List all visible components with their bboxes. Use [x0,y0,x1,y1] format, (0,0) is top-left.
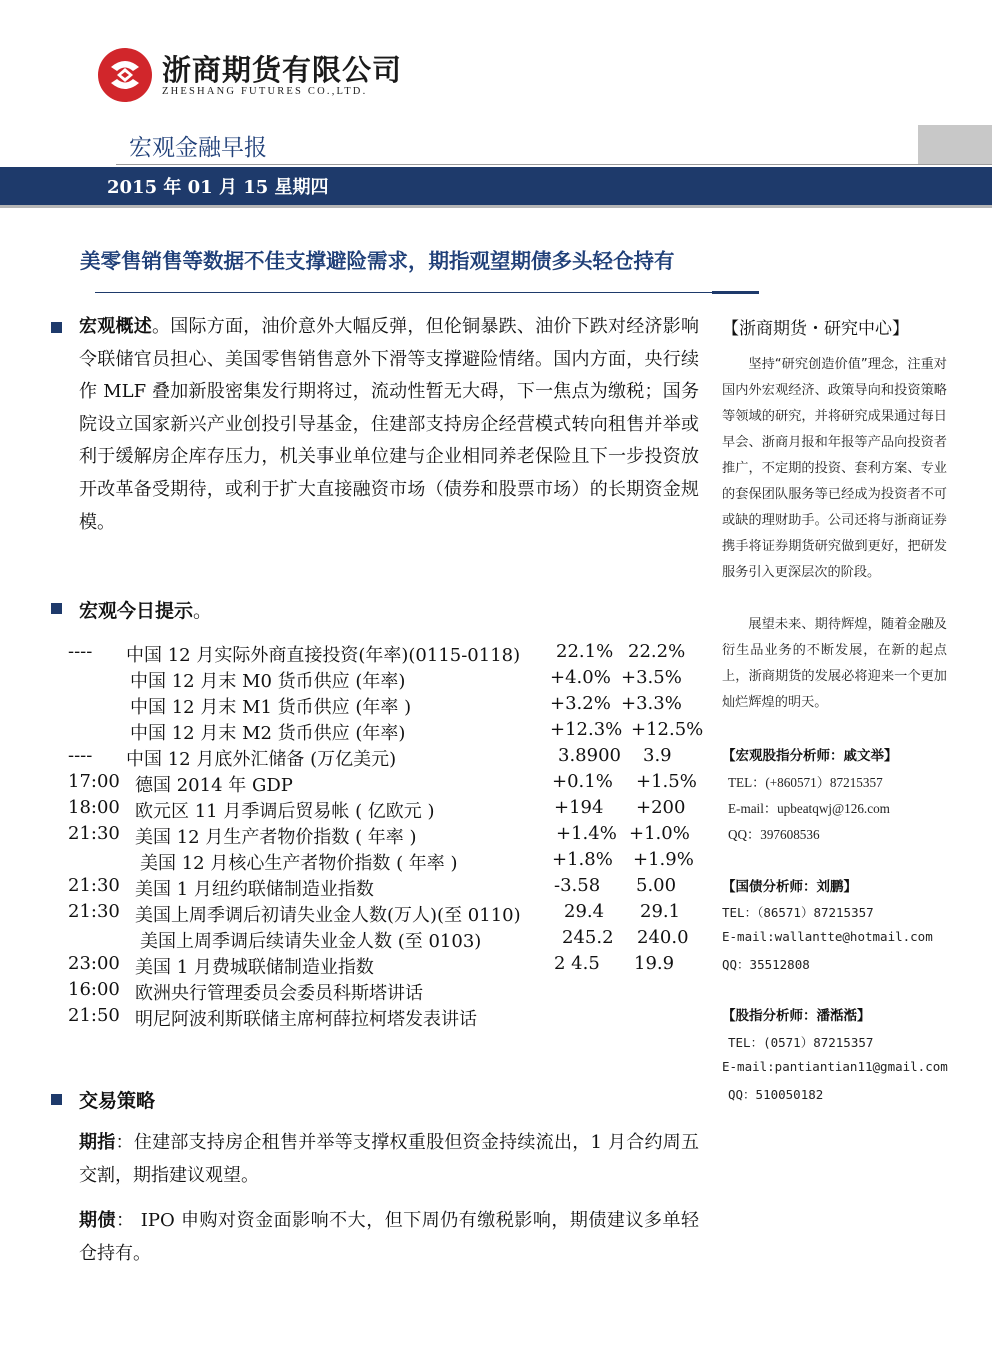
headline: 美零售销售等数据不佳支撑避险需求，期指观望期债多头轻仓持有 [80,249,675,273]
calendar-event: 明尼阿波利斯联储主席柯薛拉柯塔发表讲话 [135,1009,477,1030]
analyst-qq: QQ：510050182 [728,1087,824,1102]
overview-text: 。国际方面，油价意外大幅反弹，但伦铜暴跌、油价下跌对经济影响令联储官员担心、美国零售销售意外下滑等支撑避险情绪。国内方面，央行续作 MLF 叠加新股密集发行期将过，流动性暂无大碍，下一焦点为缴税；国务院设立国家新兴产业创投引导基金，住建部支持房企经营模式转向租售并举或利于缓解房企库存压力，机关事业单位建与企业相同养老保险且下一步投资放开改革备受期待，或利于扩大直接融资市场（债券和股票市场）的长期资金规模。 [79,316,700,533]
calendar-previous: 3.8900 [558,745,621,766]
analyst-tel: TEL：(+860571）87215357 [728,775,883,790]
report-date: 2015 年 01 月 15 星期四 [107,177,329,198]
calendar-event: 美国 12 月核心生产者物价指数 ( 年率 ) [140,853,458,874]
calendar-event: 中国 12 月实际外商直接投资(年率)(0115-0118) [126,645,521,666]
strategy-section-title: 交易策略 [79,1090,156,1112]
header-gray-block [918,125,992,164]
calendar-event: 中国 12 月末 M1 货币供应 (年率 ) [130,697,412,718]
analyst-qq: QQ：397608536 [728,827,820,842]
analyst-email-link[interactable]: E-mail：upbeatqwj@126.com [728,801,890,816]
calendar-previous: +194 [554,797,604,818]
calendar-event: 美国上周季调后续请失业金人数 (至 0103) [140,931,482,952]
strategy-item-index [79,1127,699,1192]
overview-label: 宏观概述 [79,316,152,337]
overview-paragraph [79,311,699,539]
calendar-time: 21:50 [68,1005,120,1026]
analyst-heading-bond: 【国债分析师：刘鹏】 [722,879,857,895]
calendar-time: 21:30 [68,901,120,922]
calendar-time: ---- [68,641,93,662]
headline-rule-accent [712,291,759,294]
calendar-expected: 3.9 [643,745,672,766]
calendar-previous: +12.3% [550,719,623,740]
calendar-time: 21:30 [68,823,120,844]
header-divider [116,164,992,165]
calendar-expected: 5.00 [636,875,677,896]
calendar-time: 18:00 [68,797,120,818]
calendar-previous: -3.58 [554,875,601,896]
analyst-email-link[interactable]: E-mail:wallantte@hotmail.com [722,929,933,944]
calendar-expected: +1.9% [633,849,694,870]
calendar-expected: +1.5% [636,771,697,792]
sidebar-outlook: 展望未来、期待辉煌，随着金融及衍生品业务的不断发展，在新的起点上，浙商期货的发展必将迎来一个更加灿烂辉煌的明天。 [722,617,947,710]
company-logo-icon [97,47,153,103]
company-name: 浙商期货有限公司 [162,53,403,87]
calendar-previous: +1.4% [556,823,617,844]
calendar-previous: +1.8% [552,849,613,870]
calendar-previous: 22.1% [556,641,614,662]
headline-rule [95,292,712,293]
calendar-previous: +0.1% [552,771,613,792]
sidebar-title: 【浙商期货・研究中心】 [722,319,909,339]
calendar-expected: +3.5% [621,667,682,688]
calendar-expected: +200 [636,797,686,818]
calendar-time: ---- [68,745,93,766]
strategy-index-label: 期指 [79,1132,116,1153]
calendar-event: 欧元区 11 月季调后贸易帐 ( 亿欧元 ) [135,801,435,822]
calendar-event: 美国上周季调后初请失业金人数(万人)(至 0110) [135,905,521,926]
today-label-suffix: 。 [193,600,213,622]
strategy-bond-text: ： IPO 申购对资金面影响不大，但下周仍有缴税影响，期债建议多单轻仓持有。 [79,1210,700,1264]
sidebar-intro: 坚持“研究创造价值”理念，注重对国内外宏观经济、政策导向和投资策略等领域的研究，并将研究成果通过每日早会、浙商月报和年报等产品向投资者推广，不定期的投资、套利方案、专业的套保团队服务等已经成为投资者不可或缺的理财助手。公司还将与浙商证券携手将证券期货研究做到更好，把研发服务引入更深层次的阶段。 [722,357,947,580]
analyst-email-link[interactable]: E-mail:pantiantian11@gmail.com [722,1059,948,1074]
report-title: 宏观金融早报 [129,135,267,161]
calendar-expected: 22.2% [628,641,686,662]
calendar-expected: +1.0% [629,823,690,844]
calendar-previous: 2 4.5 [554,953,600,974]
bullet-square-icon [51,322,62,333]
today-section-title [79,596,212,623]
calendar-event: 中国 12 月末 M2 货币供应 (年率) [130,723,406,744]
today-label: 宏观今日提示 [79,600,194,622]
strategy-index-text: ：住建部支持房企租售并举等支撑权重股但资金持续流出，1 月合约周五交割，期指建议观望。 [79,1132,700,1186]
calendar-expected: +12.5% [631,719,704,740]
calendar-event: 美国 1 月费城联储制造业指数 [135,957,374,978]
calendar-table [0,641,720,1041]
analyst-heading-index: 【股指分析师：潘湉湉】 [722,1008,871,1024]
analyst-tel: TEL：(0571）87215357 [728,1035,874,1050]
calendar-expected: 19.9 [634,953,675,974]
calendar-event: 美国 1 月纽约联储制造业指数 [135,879,374,900]
analyst-heading-macro: 【宏观股指分析师：戚文举】 [722,748,898,764]
strategy-bond-label: 期债 [79,1210,117,1231]
analyst-qq: QQ：35512808 [722,957,810,972]
calendar-event: 中国 12 月末 M0 货币供应 (年率) [130,671,406,692]
bullet-square-icon [51,603,62,614]
calendar-event: 欧洲央行管理委员会委员科斯塔讲话 [135,983,423,1004]
banner-underline [0,205,992,208]
calendar-expected: +3.3% [621,693,682,714]
analyst-tel: TEL：（86571）87215357 [722,905,874,920]
calendar-expected: 240.0 [637,927,689,948]
calendar-time: 16:00 [68,979,120,1000]
calendar-time: 23:00 [68,953,120,974]
calendar-event: 中国 12 月底外汇储备 (万亿美元) [126,749,397,770]
calendar-previous: 29.4 [564,901,605,922]
strategy-item-bond [79,1205,699,1270]
calendar-previous: +3.2% [550,693,611,714]
calendar-expected: 29.1 [640,901,681,922]
calendar-previous: 245.2 [562,927,614,948]
calendar-time: 17:00 [68,771,120,792]
bullet-square-icon [51,1094,62,1105]
calendar-time: 21:30 [68,875,120,896]
calendar-event: 美国 12 月生产者物价指数 ( 年率 ) [135,827,417,848]
company-name-en: ZHESHANG FUTURES CO.,LTD. [162,86,368,97]
calendar-previous: +4.0% [550,667,611,688]
calendar-event: 德国 2014 年 GDP [135,775,293,796]
